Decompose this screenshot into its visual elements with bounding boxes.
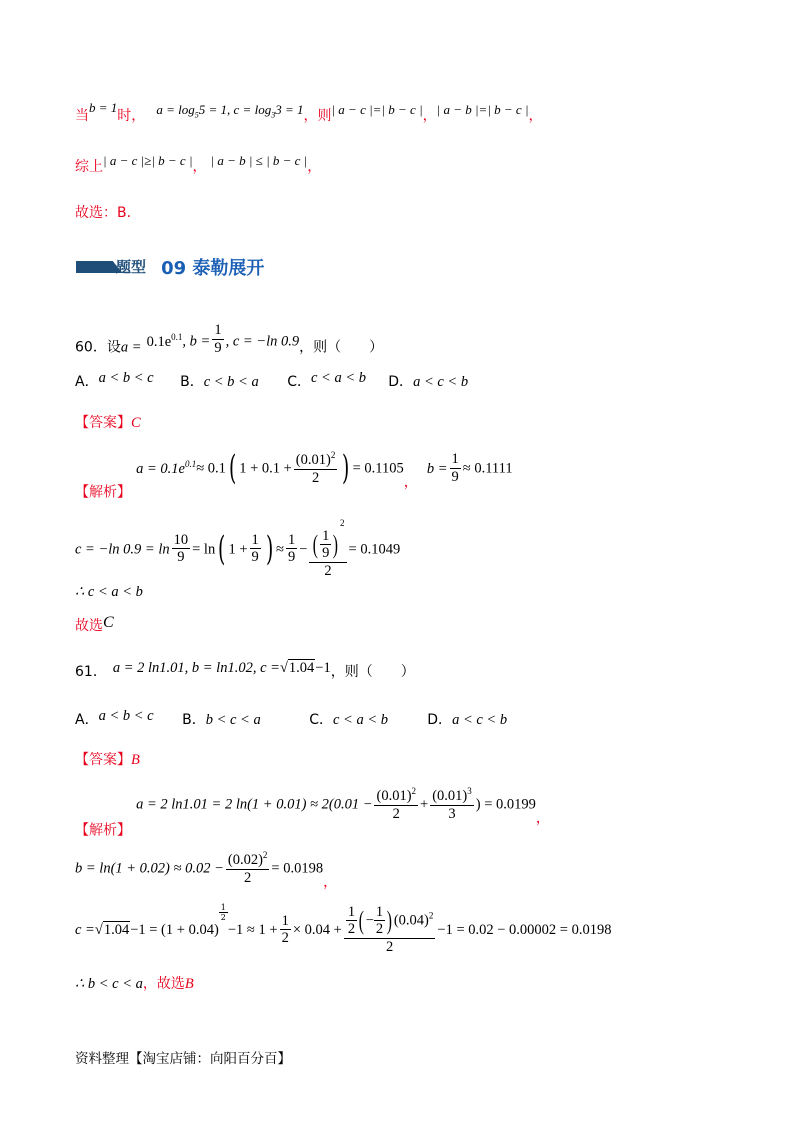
- q60-options: [75, 370, 468, 391]
- section-title: 09 泰勒展开: [161, 258, 265, 279]
- q60-sol1-lparen: (: [228, 448, 237, 489]
- q61-choose-value: B: [184, 976, 194, 992]
- q61-stem-text: a = 2 ln1.01, b = ln1.02, c =: [112, 660, 280, 676]
- q61-sol3-a: −1 = (1 + 0.04): [130, 922, 219, 939]
- q60-choose-label: 故选: [75, 618, 103, 634]
- q60-answer: [75, 412, 141, 432]
- q61-sol3-sqrt: √1.04: [94, 922, 130, 939]
- q60-sol2-eq: = ln: [192, 541, 216, 558]
- q60-sol2-minus: −: [299, 541, 308, 558]
- prev-abs-1: | a − c |=| b − c |: [331, 102, 423, 117]
- q60-number: 60．设: [75, 339, 121, 356]
- prev-then: ，则: [303, 108, 332, 124]
- q60-sol1-comma: ，: [403, 474, 418, 491]
- q60-sol2-in-frac: $\frac{1}{9}$: [251, 531, 259, 566]
- prev-when: 当: [75, 108, 89, 124]
- q60-option-a[interactable]: A．a < b < c: [75, 370, 154, 390]
- prev-b-eq: b = 1: [89, 100, 118, 115]
- q60-sol1-result: = 0.1105: [352, 460, 404, 477]
- prev-comma-2: ，: [528, 108, 543, 124]
- q60-b-frac: $\frac{1}{9}$: [214, 322, 222, 356]
- q61-sol1-result: ) = 0.0199: [475, 796, 536, 813]
- prev-summary-abs-2: | a − b | ≤ | b − c |: [210, 153, 308, 168]
- q61-sqrt: √1.04: [279, 660, 315, 676]
- q61-stem-end: −1: [315, 660, 331, 676]
- prev-summary-comma-2: ，: [307, 159, 322, 175]
- q61-option-a[interactable]: A．a < b < c: [75, 708, 154, 728]
- q61-sol3-lead: c =: [75, 922, 95, 939]
- q60-sol2-inner: 1 +: [228, 541, 248, 558]
- q60-c-part: , c = −ln 0.9: [225, 333, 300, 350]
- q61-solution-1: [75, 786, 550, 840]
- q60-sol1-a: $a = 0.1e^{0.1}$: [136, 458, 197, 477]
- prev-log-expr: a = log55 = 1, c = log33 = 1: [156, 102, 304, 120]
- q60-sol2-rparen: ): [265, 528, 274, 569]
- section-heading: [76, 254, 264, 280]
- q61-sol1-lead: a = 2 ln1.01 = 2 ln(1 + 0.01) ≈ 2(0.01 −: [136, 796, 373, 813]
- q60-therefore: ∴ c < a < b: [75, 584, 143, 600]
- q61-sol2-frac: $\frac{(0.02)^2}{2}$: [227, 850, 268, 886]
- q60-sol2-lparen: (: [218, 528, 226, 569]
- q61-answer: [75, 749, 140, 769]
- q60-sol1-frac: $\frac{(0.01)^2}{2}$: [295, 450, 336, 486]
- q60-analysis-label: 【解析】: [75, 484, 131, 501]
- q60-sol1-approx: ≈ 0.1: [196, 460, 226, 477]
- q60-sol1-b: b =: [426, 460, 448, 477]
- prev-summary-abs-1: | a − c |≥| b − c |: [103, 153, 193, 168]
- q61-sol3-result: −1 = 0.02 − 0.00002 = 0.0198: [437, 922, 612, 939]
- q61-option-d[interactable]: D．a < c < b: [427, 712, 508, 728]
- prev-time: 时，: [117, 108, 146, 124]
- q60-a-part: a =: [120, 339, 142, 356]
- q61-sol1-comma: ，: [535, 810, 550, 827]
- q61-option-b[interactable]: B．b < c < a: [182, 712, 261, 728]
- q60-sol1-b-frac: $\frac{1}{9}$: [451, 450, 459, 485]
- prev-line-1: [75, 100, 543, 125]
- q61-options: [75, 708, 507, 729]
- q61-sol2-lead: b = ln(1 + 0.02) ≈ 0.02 −: [75, 860, 224, 877]
- q61-number: 61．: [75, 664, 107, 680]
- q60-sol1-b-val: ≈ 0.1111: [462, 460, 513, 477]
- q61-analysis-label: 【解析】: [75, 822, 131, 839]
- prev-comma: ，: [422, 108, 437, 124]
- q60-answer-label: 【答案】: [75, 415, 131, 431]
- q61-sol1-plus: +: [420, 796, 429, 813]
- section-badge: [76, 259, 146, 275]
- q61-therefore-text: ∴ b < c < a: [75, 976, 143, 992]
- page-footer: 资料整理【淘宝店铺：向阳百分百】: [75, 1051, 291, 1067]
- q60-choose-value: C: [103, 614, 114, 631]
- badge-text: 题型: [116, 258, 147, 276]
- q61-sol3-b: −1 ≈ 1 +: [227, 922, 278, 939]
- q60-then: ，则（ ）: [299, 339, 384, 356]
- q60-solution-2: [75, 518, 400, 580]
- q61-stem: [75, 659, 415, 681]
- prev-choice: 故选：B.: [75, 205, 132, 221]
- q60-sol2-f-frac: $\frac{1}{9}$: [288, 531, 296, 566]
- q60-solution-1: [75, 450, 513, 502]
- q60-sol2-frac: $\frac{10}{9}$: [173, 531, 189, 566]
- prev-summary-label: 综上: [75, 159, 103, 175]
- q60-sol1-rparen: ): [342, 448, 350, 489]
- q61-sol3-half-frac: $\frac{1}{2}$: [281, 912, 289, 947]
- q60-choose: [75, 614, 114, 635]
- q61-sol2-comma: ，: [323, 874, 338, 891]
- q61-solution-2: [75, 850, 337, 892]
- q61-choose-label: ，故选: [142, 976, 185, 992]
- q61-therefore: [75, 973, 194, 993]
- q61-sol1-frac-1: $\frac{(0.01)^2}{2}$: [376, 786, 417, 822]
- q61-sol1-frac-2: $\frac{(0.01)^3}{3}$: [432, 786, 472, 822]
- q60-sol2-big-frac: ( $\frac{1}{9}$ )$^2$ 2: [309, 518, 346, 580]
- q60-b-part: , b =: [182, 333, 211, 350]
- q61-option-c[interactable]: C．c < a < b: [309, 712, 388, 728]
- prev-line-2: [75, 153, 321, 176]
- q61-sol3-exp-frac: $\frac{1}{2}$: [220, 903, 226, 923]
- q61-then: ，则（ ）: [330, 664, 415, 680]
- q60-option-d[interactable]: D．a < c < b: [388, 374, 469, 390]
- q60-sol2-approx: ≈: [276, 541, 285, 558]
- q60-option-b[interactable]: B．c < b < a: [180, 374, 259, 390]
- prev-summary-comma: ，: [192, 159, 207, 175]
- q61-sol3-c: × 0.04 +: [292, 922, 342, 939]
- q61-sol3-big-frac: $\frac{1}{2}$ ( − $\frac{1}{2}$ ) $(0.04)^2$ 2: [344, 904, 436, 956]
- q60-option-c[interactable]: C．c < a < b: [287, 370, 366, 390]
- q60-stem: [75, 322, 383, 357]
- prev-abs-2: | a − b |=| b − c |: [436, 102, 529, 117]
- q61-sol2-result: = 0.0198: [271, 860, 324, 877]
- q60-a-val: $0.1e^{0.1}$: [146, 331, 183, 350]
- q60-sol2-result: = 0.1049: [348, 541, 401, 558]
- q60-sol1-inner: 1 + 0.1 +: [239, 460, 292, 477]
- q61-answer-label: 【答案】: [75, 752, 131, 768]
- q61-solution-3: [75, 903, 611, 956]
- q60-answer-value: C: [131, 415, 141, 431]
- q61-answer-value: B: [131, 752, 140, 768]
- q60-sol2-c: c = −ln 0.9 = ln: [75, 541, 170, 558]
